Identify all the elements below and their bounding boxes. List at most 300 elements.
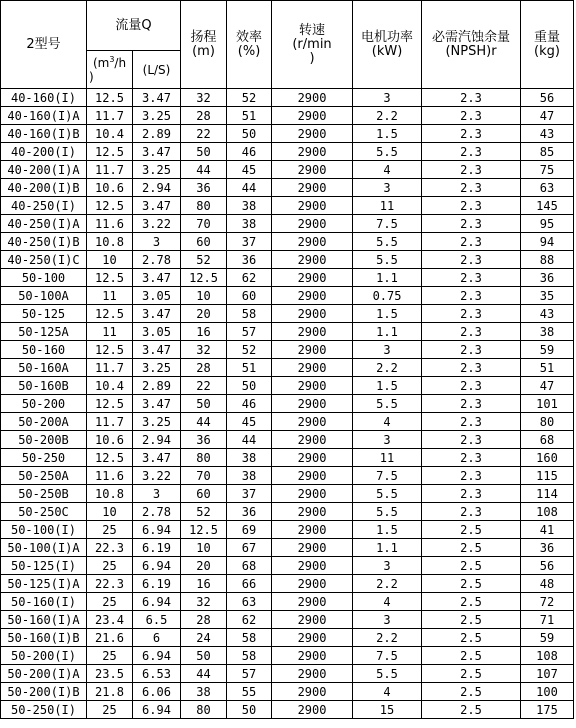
cell-model: 50-200(I)A [1,665,87,683]
cell-power: 2.2 [353,629,422,647]
header-power-unit: (kW) [371,43,403,59]
cell-weight: 59 [521,629,574,647]
cell-head: 50 [181,395,227,413]
cell-weight: 115 [521,467,574,485]
cell-efficiency: 58 [227,305,272,323]
cell-power: 7.5 [353,467,422,485]
cell-flow-ls: 2.94 [133,431,181,449]
cell-speed: 2900 [272,485,353,503]
cell-weight: 108 [521,503,574,521]
cell-efficiency: 67 [227,539,272,557]
cell-weight: 80 [521,413,574,431]
cell-efficiency: 50 [227,701,272,719]
cell-flow-m3h: 10.6 [87,179,133,197]
table-row [1,647,574,665]
cell-flow-ls: 3.05 [133,323,181,341]
cell-head: 32 [181,341,227,359]
table-row [1,287,574,305]
cell-flow-m3h: 11.7 [87,107,133,125]
header-model: 2型号 [1,1,87,89]
cell-power: 1.1 [353,539,422,557]
cell-model: 40-160(I)A [1,107,87,125]
cell-efficiency: 46 [227,143,272,161]
cell-weight: 88 [521,251,574,269]
cell-efficiency: 51 [227,107,272,125]
header-efficiency [227,1,272,89]
cell-flow-ls: 3 [133,233,181,251]
cell-npsh: 2.3 [422,233,521,251]
cell-speed: 2900 [272,179,353,197]
cell-efficiency: 60 [227,287,272,305]
header-weight-label: 重量 [534,29,561,45]
table-row [1,107,574,125]
cell-power: 4 [353,161,422,179]
table-row [1,215,574,233]
cell-npsh: 2.5 [422,665,521,683]
cell-head: 20 [181,305,227,323]
cell-model: 50-160(I)B [1,629,87,647]
cell-model: 40-250(I)B [1,233,87,251]
cell-head: 36 [181,179,227,197]
cell-speed: 2900 [272,143,353,161]
cell-model: 50-100(I)A [1,539,87,557]
cell-speed: 2900 [272,107,353,125]
cell-power: 4 [353,683,422,701]
cell-flow-m3h: 10.4 [87,377,133,395]
cell-flow-m3h: 11 [87,323,133,341]
table-row [1,89,574,107]
header-speed-unit: (r/min [292,36,332,52]
cell-flow-m3h: 12.5 [87,449,133,467]
cell-model: 50-250C [1,503,87,521]
cell-efficiency: 38 [227,449,272,467]
cell-flow-m3h: 22.3 [87,575,133,593]
cell-flow-ls: 3.47 [133,269,181,287]
cell-npsh: 2.5 [422,701,521,719]
cell-head: 32 [181,593,227,611]
table-row [1,233,574,251]
cell-flow-ls: 3.25 [133,413,181,431]
cell-flow-ls: 3.25 [133,107,181,125]
cell-weight: 38 [521,323,574,341]
cell-weight: 145 [521,197,574,215]
cell-npsh: 2.3 [422,503,521,521]
cell-head: 36 [181,431,227,449]
table-row [1,521,574,539]
table-row [1,449,574,467]
cell-head: 80 [181,449,227,467]
table-row [1,377,574,395]
cell-flow-ls: 3 [133,485,181,503]
cell-flow-m3h: 12.5 [87,305,133,323]
cell-head: 12.5 [181,269,227,287]
header-flow-m3h-sup: 3 [109,54,115,64]
cell-npsh: 2.3 [422,197,521,215]
cell-weight: 100 [521,683,574,701]
cell-npsh: 2.5 [422,611,521,629]
cell-flow-m3h: 11.6 [87,467,133,485]
cell-flow-ls: 6.19 [133,575,181,593]
cell-flow-ls: 2.94 [133,179,181,197]
cell-model: 50-160A [1,359,87,377]
header-npsh [422,1,521,89]
cell-npsh: 2.3 [422,161,521,179]
cell-head: 10 [181,287,227,305]
cell-flow-ls: 6.94 [133,647,181,665]
cell-flow-m3h: 10.6 [87,431,133,449]
cell-flow-ls: 2.89 [133,377,181,395]
cell-npsh: 2.3 [422,287,521,305]
header-weight [521,1,574,89]
cell-weight: 72 [521,593,574,611]
cell-speed: 2900 [272,575,353,593]
cell-npsh: 2.5 [422,683,521,701]
cell-model: 50-100A [1,287,87,305]
cell-speed: 2900 [272,539,353,557]
cell-model: 50-100 [1,269,87,287]
cell-flow-m3h: 23.5 [87,665,133,683]
cell-speed: 2900 [272,449,353,467]
cell-head: 28 [181,611,227,629]
table-row [1,539,574,557]
cell-efficiency: 52 [227,341,272,359]
cell-model: 50-160 [1,341,87,359]
cell-weight: 108 [521,647,574,665]
cell-flow-ls: 6.53 [133,665,181,683]
cell-flow-ls: 6.94 [133,557,181,575]
cell-head: 10 [181,539,227,557]
cell-model: 40-160(I)B [1,125,87,143]
cell-flow-ls: 6.94 [133,701,181,719]
cell-efficiency: 36 [227,251,272,269]
cell-npsh: 2.3 [422,395,521,413]
table-row [1,125,574,143]
cell-power: 1.5 [353,125,422,143]
cell-speed: 2900 [272,89,353,107]
cell-npsh: 2.3 [422,377,521,395]
cell-efficiency: 55 [227,683,272,701]
cell-weight: 36 [521,269,574,287]
header-power [353,1,422,89]
cell-flow-m3h: 25 [87,701,133,719]
cell-flow-m3h: 23.4 [87,611,133,629]
cell-npsh: 2.5 [422,593,521,611]
cell-model: 40-200(I)A [1,161,87,179]
cell-speed: 2900 [272,359,353,377]
cell-npsh: 2.3 [422,341,521,359]
header-speed [272,1,353,89]
cell-model: 50-160(I)A [1,611,87,629]
cell-power: 1.5 [353,521,422,539]
cell-model: 50-125 [1,305,87,323]
cell-flow-ls: 3.22 [133,467,181,485]
cell-model: 50-250 [1,449,87,467]
cell-flow-ls: 6.06 [133,683,181,701]
cell-npsh: 2.5 [422,521,521,539]
cell-speed: 2900 [272,701,353,719]
cell-npsh: 2.3 [422,359,521,377]
cell-power: 1.1 [353,269,422,287]
cell-flow-m3h: 12.5 [87,197,133,215]
table-header [1,1,574,89]
cell-weight: 56 [521,557,574,575]
cell-power: 4 [353,413,422,431]
cell-model: 40-250(I)A [1,215,87,233]
header-weight-unit: (kg) [534,43,560,59]
table-row [1,557,574,575]
cell-power: 5.5 [353,395,422,413]
cell-head: 44 [181,413,227,431]
cell-head: 50 [181,647,227,665]
table-row [1,503,574,521]
cell-weight: 94 [521,233,574,251]
cell-flow-m3h: 11 [87,287,133,305]
cell-npsh: 2.3 [422,449,521,467]
cell-speed: 2900 [272,611,353,629]
cell-weight: 75 [521,161,574,179]
cell-weight: 160 [521,449,574,467]
cell-efficiency: 63 [227,593,272,611]
cell-flow-m3h: 22.3 [87,539,133,557]
table-row [1,575,574,593]
cell-npsh: 2.3 [422,215,521,233]
cell-power: 5.5 [353,143,422,161]
cell-power: 3 [353,611,422,629]
cell-weight: 36 [521,539,574,557]
cell-npsh: 2.3 [422,485,521,503]
table-row [1,161,574,179]
table-row [1,665,574,683]
cell-head: 70 [181,467,227,485]
cell-flow-ls: 3.47 [133,143,181,161]
header-flow-m3h-close: ) [89,69,94,84]
cell-power: 3 [353,557,422,575]
cell-head: 52 [181,503,227,521]
cell-power: 7.5 [353,647,422,665]
cell-speed: 2900 [272,161,353,179]
cell-efficiency: 38 [227,197,272,215]
header-flow-ls: (L/S) [133,51,181,89]
table-row [1,629,574,647]
table-row [1,251,574,269]
cell-model: 50-200A [1,413,87,431]
cell-power: 3 [353,89,422,107]
cell-power: 5.5 [353,665,422,683]
cell-power: 5.5 [353,503,422,521]
cell-head: 28 [181,359,227,377]
cell-efficiency: 50 [227,377,272,395]
cell-power: 1.5 [353,377,422,395]
cell-head: 70 [181,215,227,233]
cell-efficiency: 62 [227,611,272,629]
cell-power: 2.2 [353,575,422,593]
cell-model: 50-200B [1,431,87,449]
table-row [1,611,574,629]
header-head-unit: (m) [192,43,215,59]
cell-flow-ls: 3.47 [133,341,181,359]
cell-flow-ls: 3.47 [133,89,181,107]
header-speed-label: 转速 [299,22,326,38]
cell-power: 7.5 [353,215,422,233]
cell-npsh: 2.3 [422,107,521,125]
cell-power: 5.5 [353,485,422,503]
table-row [1,305,574,323]
cell-power: 11 [353,449,422,467]
cell-model: 50-100(I) [1,521,87,539]
cell-speed: 2900 [272,521,353,539]
cell-head: 80 [181,701,227,719]
cell-power: 1.5 [353,305,422,323]
cell-speed: 2900 [272,467,353,485]
cell-head: 44 [181,665,227,683]
cell-speed: 2900 [272,287,353,305]
cell-power: 2.2 [353,359,422,377]
cell-head: 22 [181,377,227,395]
cell-npsh: 2.5 [422,647,521,665]
cell-flow-ls: 3.22 [133,215,181,233]
cell-weight: 95 [521,215,574,233]
cell-flow-ls: 6.19 [133,539,181,557]
cell-speed: 2900 [272,593,353,611]
cell-flow-m3h: 12.5 [87,269,133,287]
table-row [1,269,574,287]
cell-weight: 59 [521,341,574,359]
cell-model: 40-160(I) [1,89,87,107]
cell-flow-ls: 3.47 [133,197,181,215]
cell-weight: 51 [521,359,574,377]
cell-power: 4 [353,593,422,611]
cell-head: 38 [181,683,227,701]
cell-speed: 2900 [272,323,353,341]
cell-efficiency: 51 [227,359,272,377]
cell-head: 80 [181,197,227,215]
cell-npsh: 2.3 [422,269,521,287]
cell-flow-ls: 2.78 [133,503,181,521]
cell-power: 5.5 [353,233,422,251]
cell-speed: 2900 [272,251,353,269]
cell-weight: 101 [521,395,574,413]
header-flow: 流量Q [87,1,181,51]
cell-head: 52 [181,251,227,269]
table-row [1,323,574,341]
cell-speed: 2900 [272,269,353,287]
cell-weight: 35 [521,287,574,305]
cell-efficiency: 50 [227,125,272,143]
cell-flow-m3h: 25 [87,557,133,575]
cell-power: 2.2 [353,107,422,125]
cell-flow-ls: 3.47 [133,395,181,413]
cell-speed: 2900 [272,305,353,323]
table-row [1,395,574,413]
cell-flow-ls: 3.47 [133,305,181,323]
header-head [181,1,227,89]
header-npsh-unit: (NPSH)r [445,43,497,59]
cell-npsh: 2.5 [422,557,521,575]
cell-flow-m3h: 25 [87,521,133,539]
cell-flow-m3h: 10.8 [87,485,133,503]
cell-model: 50-200(I)B [1,683,87,701]
cell-model: 50-200(I) [1,647,87,665]
cell-head: 12.5 [181,521,227,539]
cell-speed: 2900 [272,197,353,215]
cell-speed: 2900 [272,503,353,521]
cell-model: 50-125(I) [1,557,87,575]
cell-model: 40-200(I) [1,143,87,161]
header-head-label: 扬程 [190,29,217,45]
header-npsh-label: 必需汽蚀余量 [432,29,511,45]
cell-efficiency: 58 [227,647,272,665]
cell-power: 3 [353,179,422,197]
cell-weight: 56 [521,89,574,107]
cell-head: 24 [181,629,227,647]
header-flow-m3h-suffix: /h [114,55,127,70]
cell-weight: 107 [521,665,574,683]
cell-power: 0.75 [353,287,422,305]
cell-flow-m3h: 10.4 [87,125,133,143]
cell-speed: 2900 [272,647,353,665]
cell-flow-ls: 6.94 [133,593,181,611]
cell-head: 20 [181,557,227,575]
cell-head: 50 [181,143,227,161]
cell-model: 50-200 [1,395,87,413]
cell-power: 1.1 [353,323,422,341]
table-body [1,89,574,719]
cell-head: 16 [181,323,227,341]
cell-speed: 2900 [272,413,353,431]
header-efficiency-label: 效率 [236,29,263,45]
cell-efficiency: 66 [227,575,272,593]
cell-weight: 68 [521,431,574,449]
cell-efficiency: 38 [227,467,272,485]
cell-efficiency: 68 [227,557,272,575]
cell-flow-m3h: 10 [87,503,133,521]
cell-efficiency: 62 [227,269,272,287]
cell-flow-ls: 6 [133,629,181,647]
cell-speed: 2900 [272,125,353,143]
cell-weight: 85 [521,143,574,161]
cell-speed: 2900 [272,233,353,251]
cell-head: 60 [181,485,227,503]
cell-efficiency: 45 [227,413,272,431]
cell-flow-m3h: 25 [87,647,133,665]
cell-flow-ls: 6.5 [133,611,181,629]
cell-power: 5.5 [353,251,422,269]
cell-npsh: 2.5 [422,539,521,557]
cell-power: 3 [353,341,422,359]
cell-flow-m3h: 21.8 [87,683,133,701]
cell-model: 50-125A [1,323,87,341]
table-row [1,431,574,449]
table-row [1,485,574,503]
table-row [1,197,574,215]
cell-power: 3 [353,431,422,449]
cell-flow-m3h: 11.7 [87,359,133,377]
cell-npsh: 2.3 [422,89,521,107]
cell-flow-m3h: 12.5 [87,143,133,161]
cell-model: 40-250(I) [1,197,87,215]
cell-flow-ls: 3.05 [133,287,181,305]
cell-model: 50-125(I)A [1,575,87,593]
cell-flow-m3h: 21.6 [87,629,133,647]
cell-npsh: 2.3 [422,143,521,161]
cell-model: 40-250(I)C [1,251,87,269]
cell-efficiency: 52 [227,89,272,107]
cell-efficiency: 36 [227,503,272,521]
cell-npsh: 2.3 [422,431,521,449]
cell-flow-m3h: 11.6 [87,215,133,233]
cell-head: 60 [181,233,227,251]
cell-speed: 2900 [272,683,353,701]
